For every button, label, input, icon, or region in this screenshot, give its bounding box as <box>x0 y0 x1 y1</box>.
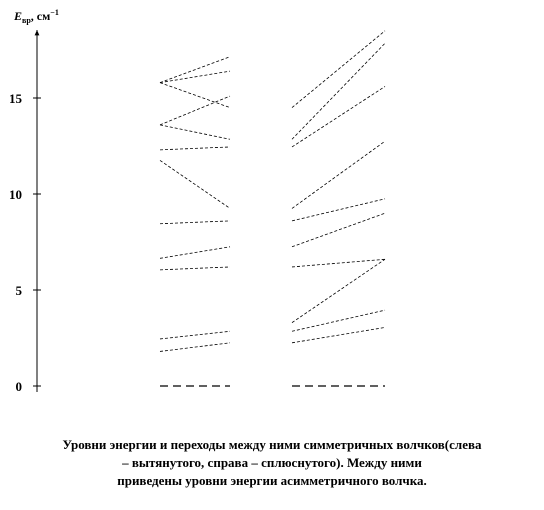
left-correlation-line <box>160 125 230 139</box>
right-correlation-line <box>292 141 385 208</box>
axis-label: $E_{вр}$, $см^{-1}$ <box>14 8 59 25</box>
figure-caption <box>0 436 544 490</box>
left-correlation-line <box>160 221 230 224</box>
left-correlation-line <box>160 96 230 125</box>
left-correlation-line <box>160 71 230 83</box>
right-correlation-line <box>292 259 385 267</box>
caption-line-3: приведены уровни энергии асимметричного волчка. <box>117 473 427 488</box>
right-correlation-line <box>292 31 385 108</box>
energy-axis <box>9 8 59 394</box>
level-correlation-lines <box>160 31 385 386</box>
caption-line-1: Уровни энергии и переходы между ними симметричных волчков(слева <box>62 437 482 452</box>
axis-tick-label: 5 <box>15 283 22 298</box>
right-correlation-line <box>292 327 385 342</box>
left-correlation-line <box>160 147 230 150</box>
left-correlation-line <box>160 331 230 339</box>
right-correlation-line <box>292 199 385 221</box>
left-correlation-line <box>160 57 230 83</box>
axis-tick-label: 15 <box>9 91 22 106</box>
right-correlation-line <box>292 213 385 247</box>
left-correlation-line <box>160 247 230 259</box>
axis-tick-label: 0 <box>15 379 22 394</box>
right-correlation-line <box>292 86 385 146</box>
caption-line-2: – вытянутого, справа – сплюснутого). Между ними <box>122 455 422 470</box>
left-correlation-line <box>160 343 230 352</box>
left-correlation-line <box>160 160 230 208</box>
left-correlation-line <box>160 83 230 108</box>
axis-tick-label: 10 <box>9 187 22 202</box>
right-correlation-line <box>292 43 385 139</box>
left-correlation-line <box>160 267 230 270</box>
